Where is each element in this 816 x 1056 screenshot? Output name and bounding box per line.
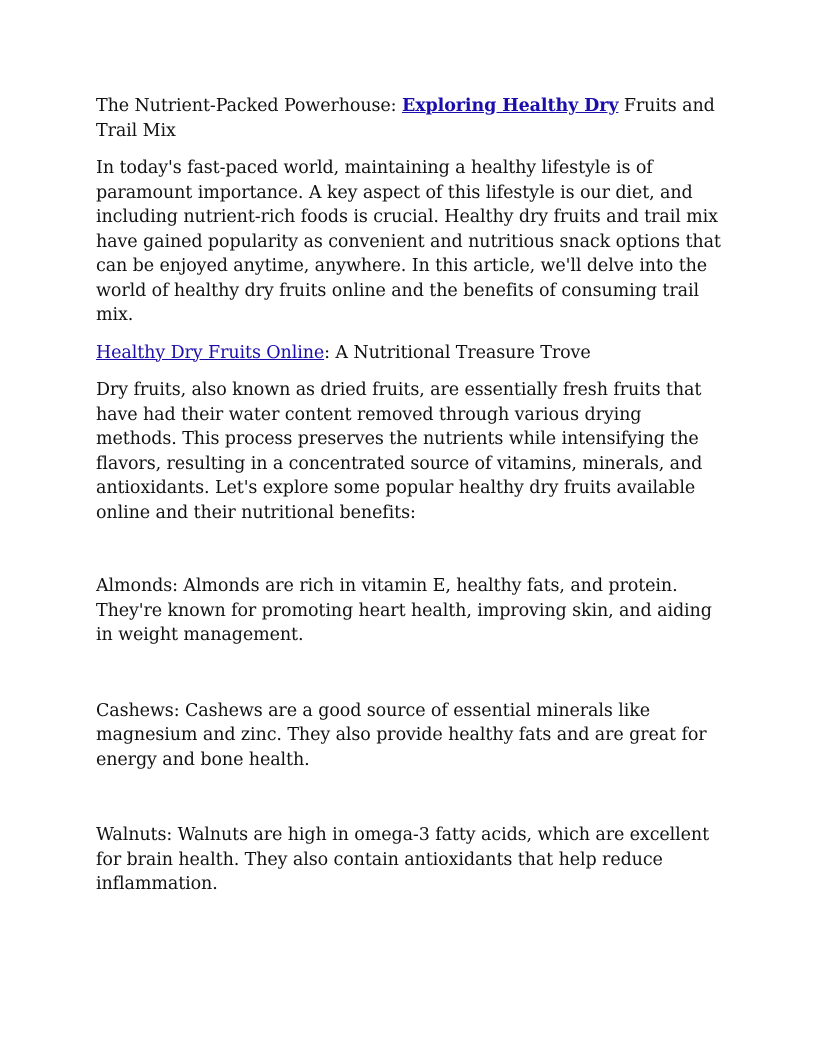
exploring-healthy-dry-link[interactable]: Exploring Healthy Dry [401,96,619,116]
title-prefix: The Nutrient-Packed Powerhouse: [96,96,402,116]
document-page [96,94,724,948]
title-suffix: Fruits and Trail Mix [96,96,715,141]
healthy-dry-fruits-online-link[interactable]: Healthy Dry Fruits Online [96,342,325,363]
dry-fruits-description: Dry fruits, also known as dried fruits, are essentially fresh fruits that have had their water content removed through various drying methods. This process preserves the nutrients while intensifying the flavors, resulting in a concentrated source of vitamins, minerals, and antioxidants. Let's explore some popular healthy dry fruits available online and their nutritional benefits: [96,380,703,523]
subheading-suffix: : A Nutritional Treasure Trove [324,342,591,363]
intro-paragraph: In today's fast-paced world, maintaining a healthy lifestyle is of paramount importance. A key aspect of this lifestyle is our diet, and including nutrient-rich foods is crucial. Healthy dry fruits and trail mix have gained popularity as convenient and nutritious snack options that can be enjoyed anytime, anywhere. In this article, we'll delve into the world of healthy dry fruits online and the benefits of consuming trail mix. [96,158,721,325]
section-subheading [96,341,724,366]
document-title [96,94,724,143]
list-item-cashews: Cashews: Cashews are a good source of essential minerals like magnesium and zinc. They also provide healthy fats and are great for energy and bone health. [96,700,707,770]
list-item-walnuts: Walnuts: Walnuts are high in omega-3 fatty acids, which are excellent for brain health. They also contain antioxidants that help reduce inflammation. [96,825,710,894]
list-item-almonds: Almonds: Almonds are rich in vitamin E, healthy fats, and protein. They're known for promoting heart health, improving skin, and aiding in weight management. [96,576,712,645]
